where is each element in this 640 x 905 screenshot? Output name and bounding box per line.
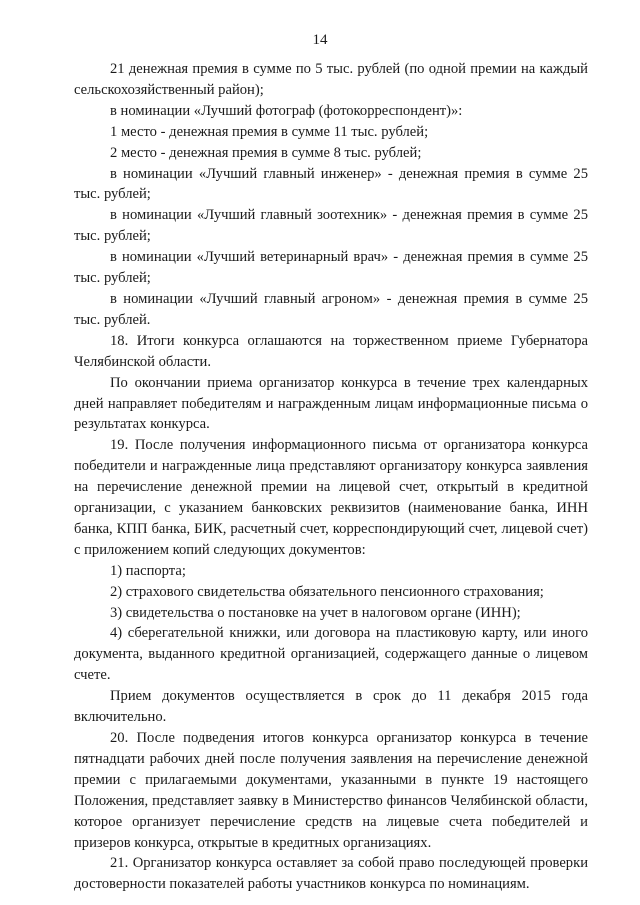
paragraph-deadline: Прием документов осуществляется в срок до 11 декабря 2015 года включительно.: [74, 688, 588, 726]
paragraph-item-21: 21. Организатор конкурса оставляет за собой право последующей проверки достоверности показателей работы участников конкурса по номинациям.: [74, 855, 588, 893]
paragraph-nomination-engineer: в номинации «Лучший главный инженер» - денежная премия в сумме 25 тыс. рублей;: [74, 165, 588, 203]
paragraph-item-19: 19. После получения информационного письма от организатора конкурса победители и награжденные лица представляют организатору конкурса заявления на перечисление денежной премии на лицевой счет, открытый в кредитной организации, с указанием банковских реквизитов (наименование банка, ИНН банка, КПП банка, БИК, расчетный счет, корреспондирующий счет, лицевой счет) с приложением копий следующих документов:: [74, 437, 588, 558]
paragraph-prize-districts: 21 денежная премия в сумме по 5 тыс. рублей (по одной премии на каждый сельскохозяйственный район);: [74, 61, 588, 98]
paragraph-nomination-photographer: в номинации «Лучший фотограф (фотокорреспондент)»:: [110, 102, 463, 119]
paragraph-photographer-first-place: 1 место - денежная премия в сумме 11 тыс. рублей;: [110, 123, 429, 140]
list-item-bank-document: 4) сберегательной книжки, или договора на пластиковую карту, или иного документа, выданного кредитной организацией, содержащего данные о лицевом счете.: [74, 625, 588, 684]
paragraph-nomination-agronomist: в номинации «Лучший главный агроном» - денежная премия в сумме 25 тыс. рублей.: [74, 290, 588, 328]
paragraph-photographer-second-place: 2 место - денежная премия в сумме 8 тыс. рублей;: [110, 144, 422, 161]
list-item-tax-certificate: 3) свидетельства о постановке на учет в налоговом органе (ИНН);: [110, 604, 521, 621]
paragraph-nomination-veterinarian: в номинации «Лучший ветеринарный врач» - денежная премия в сумме 25 тыс. рублей;: [74, 249, 588, 287]
paragraph-item-18: 18. Итоги конкурса оглашаются на торжественном приеме Губернатора Челябинской области.: [74, 332, 588, 370]
list-item-pension-certificate: 2) страхового свидетельства обязательного пенсионного страхования;: [110, 583, 544, 600]
paragraph-nomination-zootechnician: в номинации «Лучший главный зоотехник» - денежная премия в сумме 25 тыс. рублей;: [74, 207, 588, 245]
document-body: [74, 59, 588, 895]
paragraph-item-18-letters: По окончании приема организатор конкурса в течение трех календарных дней направляет победителям и награжденным лицам информационные письма о результатах конкурса.: [74, 374, 588, 433]
paragraph-item-20: 20. После подведения итогов конкурса организатор конкурса в течение пятнадцати рабочих дней после получения заявления на перечисление денежной премии с прилагаемыми документами, указанными в пункте 19 настоящего Положения, представляет заявку в Министерство финансов Челябинской области, которое организует перечисление средств на лицевые счета победителей и призеров конкурса, открытые в кредитных организациях.: [74, 730, 588, 851]
list-item-passport: 1) паспорта;: [110, 562, 186, 579]
page-number: 14: [312, 32, 328, 48]
